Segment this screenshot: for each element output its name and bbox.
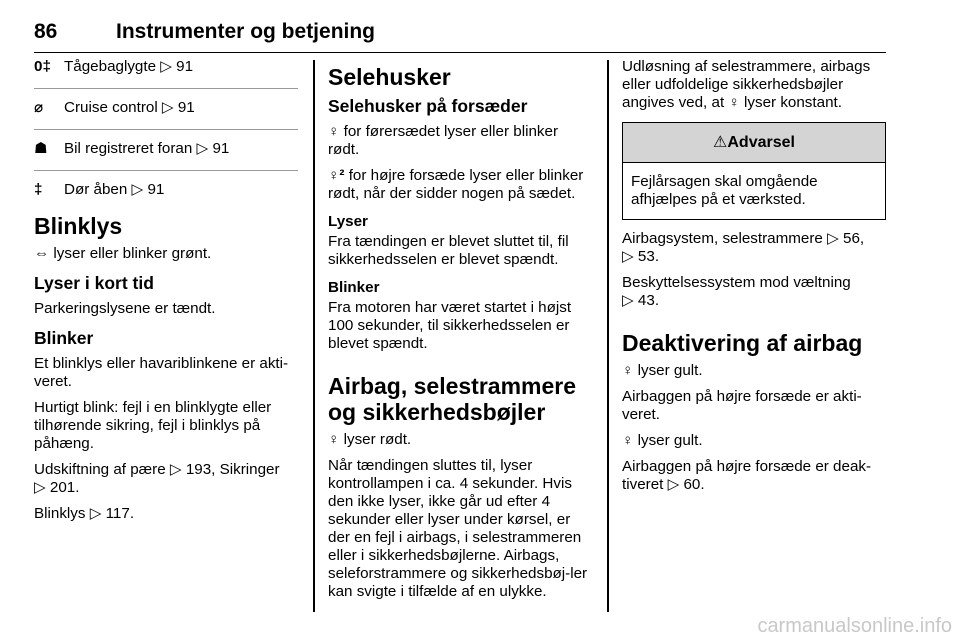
paragraph (622, 230, 886, 266)
paragraph (34, 505, 298, 523)
page-ref-link[interactable]: ▷ 201 (34, 479, 75, 496)
column-2 (328, 58, 592, 609)
page-title: Instrumenter og betjening (116, 20, 376, 43)
paragraph-text: lyser gult. (637, 432, 703, 449)
warning-icon: ⚠ (713, 134, 728, 151)
page-ref-link[interactable]: ▷ 91 (192, 140, 229, 157)
paragraph-text: . (700, 476, 705, 493)
list-item (34, 89, 298, 130)
paragraph (328, 431, 592, 449)
paragraph: Parkeringslysene er tændt. (34, 300, 216, 317)
section-heading-selehusker: Selehusker (328, 64, 451, 90)
page-ref-link[interactable]: ▷ 91 (156, 58, 193, 75)
paragraph-text: lyser gult. (637, 362, 703, 379)
paragraph-text: for højre forsæde lyser eller blinker rødt, når der sidder nogen på sædet. (328, 167, 584, 202)
paragraph: Et blinklys eller havariblinkene er akti-veret. (34, 355, 289, 390)
section-heading-deaktivering: Deaktivering af airbag (622, 330, 863, 356)
column-1 (34, 58, 298, 531)
warning-text: Fejlårsagen skal omgående afhjælpes på et værksted. (631, 173, 818, 208)
paragraph-text: lyser konstant. (744, 94, 842, 111)
airbag-icon: ♀ (328, 431, 340, 448)
column-divider (607, 60, 609, 612)
warning-title: Advarsel (727, 134, 795, 151)
column-divider (313, 60, 315, 612)
column-3 (622, 58, 886, 502)
list-item-label: Tågebaglygte (64, 58, 157, 75)
seatbelt-passenger-icon: ♀² (328, 167, 345, 184)
paragraph: Når tændingen sluttes til, lyser kontrollampen i ca. 4 sekunder. Hvis den ikke lyser, ikke går ud efter 4 sekunder eller lyser under kørsel, er der en fejl i airbags, i selestrammeren eller i sikkerhedsbøjlerne. Airbags, seleforstrammere og sikkerhedsbøj-ler kan svigte i tilfælde af en ulykke. (328, 457, 588, 600)
page-ref-link[interactable]: ▷ 60 (663, 476, 700, 493)
paragraph-text: lyser rødt. (343, 431, 412, 448)
section-heading-blinklys: Blinklys (34, 213, 123, 239)
paragraph-text: , (859, 230, 865, 247)
paragraph: Airbaggen på højre forsæde er akti-veret. (622, 388, 862, 423)
paragraph-text: . (75, 479, 80, 496)
paragraph-text: . (654, 292, 660, 309)
paragraph-text: Udløsning af selestrammere, airbags eller udfoldelige sikkerhedsbøjler angives ved, at (622, 58, 871, 111)
paragraph-text: Blinklys (34, 505, 86, 522)
list-item-label: Cruise control (64, 99, 158, 116)
airbag-on-icon: ♀ (622, 362, 634, 379)
paragraph-text: , Sikringer (211, 461, 280, 478)
paragraph-text: Udskiftning af pære (34, 461, 166, 478)
turn-signal-icon: ⇔ (34, 245, 50, 262)
page-ref-link[interactable]: ▷ 56 (823, 230, 860, 247)
page-ref-link[interactable]: ▷ 53 (622, 248, 655, 265)
subheading-lyser-kort-tid: Lyser i kort tid (34, 273, 154, 293)
paragraph-text: Beskyttelsessystem mod væltning (622, 274, 851, 291)
list-item (34, 130, 298, 171)
paragraph (328, 167, 592, 203)
list-item-label: Dør åben (64, 181, 128, 198)
paragraph-text: lyser eller blinker grønt. (53, 245, 212, 262)
paragraph-text: Airbagsystem, selestrammere (622, 230, 823, 247)
paragraph (622, 362, 886, 380)
paragraph (622, 58, 886, 112)
paragraph-text: for førersædet lyser eller blinker rødt. (328, 123, 559, 158)
page-ref-link[interactable]: ▷ 91 (127, 181, 164, 198)
paragraph-text: . (654, 248, 660, 265)
door-open-icon: ‡ (34, 181, 43, 198)
page-number: 86 (34, 20, 58, 43)
warning-header (623, 123, 885, 163)
list-item (34, 171, 298, 211)
airbag-off-icon: ♀ (622, 432, 634, 449)
section-heading-airbag: Airbag, selestrammere og sikkerhedsbøjler (328, 373, 577, 425)
paragraph (34, 461, 298, 497)
cruise-control-icon: ⌀ (34, 99, 44, 116)
list-item (34, 58, 298, 89)
page-ref-link[interactable]: ▷ 117 (85, 505, 129, 522)
seatbelt-icon: ♀ (328, 123, 340, 140)
paragraph (622, 274, 886, 310)
list-item-label: Bil registreret foran (64, 140, 193, 157)
paragraph-text: Airbaggen på højre forsæde er deak-tiveret (622, 458, 872, 493)
watermark: carmanualsonline.info (757, 615, 952, 637)
paragraph: Hurtigt blink: fejl i en blinklygte eller tilhørende sikring, fejl i blinklys på påhæng. (34, 399, 272, 452)
fog-light-icon: 0‡ (34, 58, 51, 75)
page-ref-link[interactable]: ▷ 43 (622, 292, 655, 309)
warning-box (622, 122, 886, 220)
page-header (34, 18, 886, 53)
paragraph (622, 432, 886, 450)
paragraph (34, 245, 298, 263)
paragraph-text: . (129, 505, 135, 522)
subheading-forsaeder: Selehusker på forsæder (328, 96, 528, 116)
paragraph (622, 458, 886, 494)
paragraph: Fra motoren har været startet i højst 100 sekunder, til sikkerhedsselen er blevet spændt. (328, 299, 572, 352)
subheading-blinker: Blinker (34, 328, 94, 348)
paragraph (328, 123, 592, 159)
page-ref-link[interactable]: ▷ 193 (166, 461, 211, 478)
paragraph: Fra tændingen er blevet sluttet til, fil sikkerhedsselen er blevet spændt. (328, 233, 569, 268)
subheading-blinker: Blinker (328, 279, 380, 296)
vehicle-front-icon: ☗ (34, 140, 48, 157)
subheading-lyser: Lyser (328, 213, 368, 230)
airbag-icon: ♀ (728, 94, 740, 111)
page-ref-link[interactable]: ▷ 91 (158, 99, 195, 116)
